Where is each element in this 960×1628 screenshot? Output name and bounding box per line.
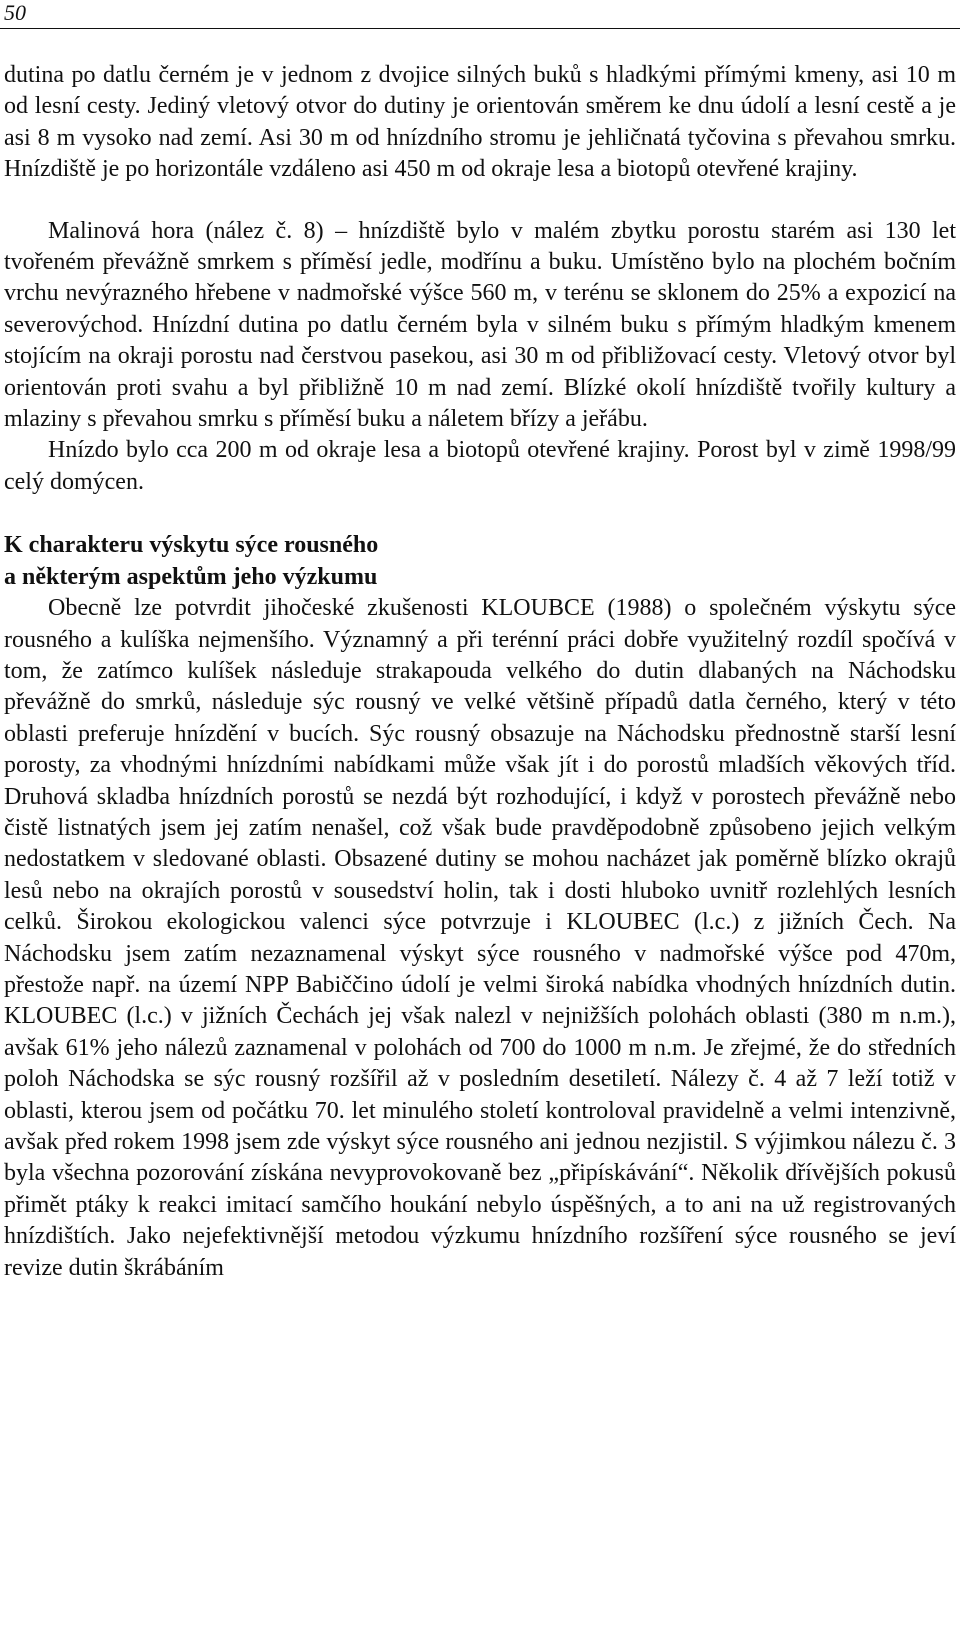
header-rule <box>0 28 960 29</box>
paragraph-continued: dutina po datlu černém je v jednom z dvojice silných buků s hladkými přímými kmeny, asi 10 m od lesní cesty. Jediný vletový otvor do dutiny je orientován směrem ke dnu údolí a lesní cestě a je asi 8 m vysoko nad zemí. Asi 30 m od hnízdního stromu je jehličnatá tyčovina s převahou smrku. Hnízdiště je po horizontále vzdáleno asi 450 m od okraje lesa a biotopů otevřené krajiny. <box>4 62 956 183</box>
paragraph-malinova-hora: Malinová hora (nález č. 8) – hnízdiště bylo v malém zbytku porostu starém asi 130 let tvořeném převážně smrkem s příměsí jedle, modřínu a buku. Umístěno bylo na plochém bočním vrchu nevýrazného hřebene v nadmořské výšce 560 m, v terénu se sklonem do 25% a expozicí na severovýchod. Hnízdní dutina po datlu černém byla v silném buku s přímým hladkým kmenem stojícím na okraji porostu nad čerstvou pasekou, asi 30 m od přibližovací cesty. Vletový otvor byl orientován proti svahu a byl přibližně 10 m nad zemí. Blízké okolí hnízdiště tvořily kultury a mlaziny s převahou smrku s příměsí buku a náletem břízy a jeřábu. <box>4 217 956 433</box>
page-number: 50 <box>4 0 26 25</box>
section-heading <box>4 530 956 593</box>
paragraph-gap <box>4 186 956 216</box>
paragraph-nest-distance: Hnízdo bylo cca 200 m od okraje lesa a biotopů otevřené krajiny. Porost byl v zimě 1998/99 celý domýcen. <box>4 437 956 495</box>
page-header <box>0 0 960 34</box>
page-body <box>4 60 956 1284</box>
section-heading-line-2: a některým aspektům jeho výzkumu <box>4 563 378 590</box>
section-body: Obecně lze potvrdit jihočeské zkušenosti KLOUBCE (1988) o společném výskytu sýce rousného a kulíška nejmenšího. Významný a při terénní práci dobře využitelný rozdíl spočívá v tom, že zatímco kulíšek následuje strakapouda velkého do dutin dlabaných na Náchodsku převážně do smrků, následuje sýc rousný ve velké většině případů datla černého, který v této oblasti preferuje hnízdění v bucích. Sýc rousný obsazuje na Náchodsku přednostně starší lesní porosty, za vhodnými hnízdními nabídkami může však jít i do porostů mladších věkových tříd. Druhová skladba hnízdních porostů se nezdá být rozhodující, i když v porostech převážně nebo čistě listnatých jsem jej zatím nenašel, což však bude pravděpodobně způsobeno jejich velkým nedostatkem v sledované oblasti. Obsazené dutiny se mohou nacházet jak poměrně blízko okrajů lesů nebo na okrajích porostů v sousedství holin, tak i dosti hluboko uvnitř rozlehlých lesních celků. Širokou ekologickou valenci sýce potvrzuje i KLOUBEC (l.c.) z jižních Čech. Na Náchodsku jsem zatím nezaznamenal výskyt sýce rousného v nadmořské výšce pod 470m, přestože např. na území NPP Babiččino údolí je velmi široká nabídka vhodných hnízdních dutin. KLOUBEC (l.c.) v jižních Čechách jej však nalezl v nejnižších polohách oblasti (380 m n.m.), avšak 61% jeho nálezů zaznamenal v polohách od 700 do 1000 m n.m. Je zřejmé, že do středních poloh Náchodska se sýc rousný rozšířil až v posledním desetiletí. Nálezy č. 4 až 7 leží totiž v oblasti, kterou jsem od počátku 70. let minulého století kontroloval pravidelně a velmi intenzivně, avšak před rokem 1998 jsem zde výskyt sýce rousného ani jednou nezjistil. S výjimkou nálezu č. 3 byla všechna pozorování získána nevyprovokovaně bez „připískávání“. Několik dřívějších pokusů přimět ptáky k reakci imitací samčího houkání nebylo úspěšných, a to ani na už registrovaných hnízdištích. Jako nejefektivnější metodou výzkumu hnízdního rozšíření sýce rousného se jeví revize dutin škrábáním <box>4 595 956 1281</box>
section-heading-line-1: K charakteru výskytu sýce rousného <box>4 532 379 559</box>
section-gap <box>4 498 956 530</box>
